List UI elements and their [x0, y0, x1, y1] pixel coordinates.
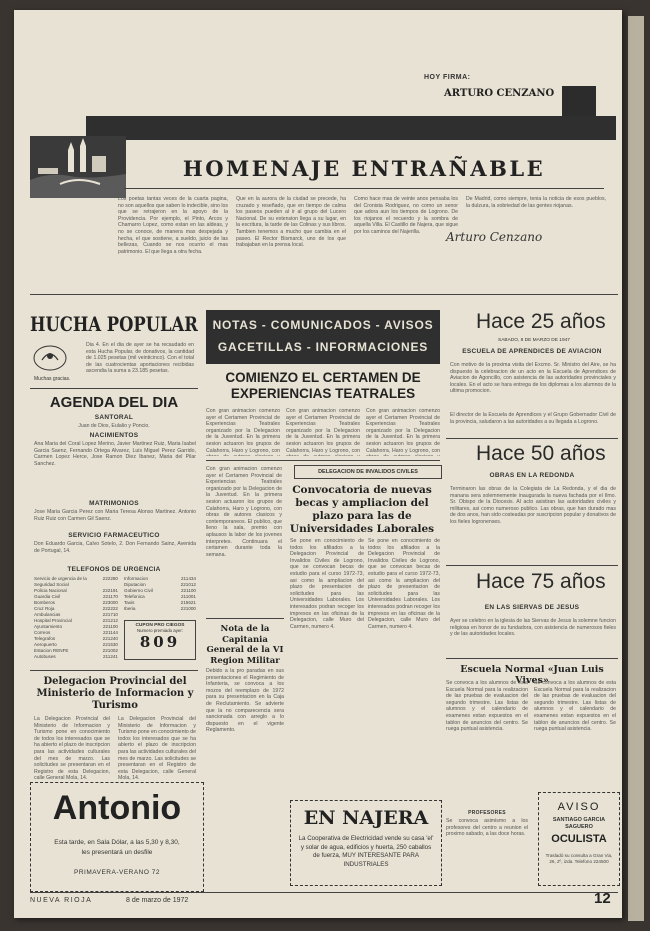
hace-50-subheading: OBRAS EN LA REDONDA [489, 472, 575, 479]
capitania-rule [206, 618, 284, 619]
escuela-normal-text-1: Se convoca a los alumnos de esta Escuela Normal para la realizacion de las pruebas de evaluacion del segundo trimestre. Las listas de alumnos y el calendario de examenes estan expuestos en el tablon de anuncios del centro. Se ruega puntual asistencia. [446, 680, 528, 733]
invalidos-label-box [294, 465, 442, 479]
antonio-season: PRIMAVERA-VERANO 72 [74, 869, 160, 876]
telefono-number: 221170 [103, 594, 118, 599]
telefono-service: Servicio de urgencia de la Seguridad Social [34, 576, 87, 587]
aviso-text: Trasladó su consulta a Gran Via, 26, 2º, izda. Telefono 224500 [545, 853, 613, 864]
nacimientos-text: Ana Maria del Coral Lopez Merino, Javier Martinez Ruiz, Maria Isabel Garcia Saenz, Fernando Ortega Alvarez, Luis Miguel Perez Garrido, Carmen Lopez Herce, Jose Ramon Diez Ibanez, Maria del Pilar Sanchez. [34, 441, 196, 467]
hucha-logo [32, 344, 68, 372]
hoy-firma-author: ARTURO CENZANO [444, 88, 555, 99]
homenaje-title: HOMENAJE ENTRAÑABLE [182, 156, 546, 181]
telefono-service: Guardia Civil [34, 594, 61, 599]
agenda-rule [30, 670, 198, 671]
telefono-number: 211241 [103, 654, 118, 659]
homenaje-banner-bar [86, 116, 616, 140]
telefono-service: Hospital Provincial [34, 618, 72, 623]
telefono-row [34, 576, 118, 588]
telefono-service: Policia Nacional [34, 588, 67, 593]
footer-rule [30, 892, 618, 893]
telefono-number: 222280 [102, 576, 118, 581]
certamen-text-1: Con gran animacion comenzo ayer el Certamen Provincial de Experiencias Teatrales organizado por la Delegacion de la Juventud. En la primera sesion actuaron los grupos de Calahorra, Haro y Logrono, con [206, 408, 280, 454]
notas-line-1: NOTAS - COMUNICADOS - AVISOS [212, 318, 434, 332]
hucha-text: Dia 4. En el dia de ayer se ha recaudado en esta Hucha Popular, de donativos, la cantidad de 1.025 pesetas (mil veinticinco). Con el total de las cuatrocientas aportaciones recibidas ascendia la suma a 23.185 pesetas. [86, 342, 194, 375]
section-divider [30, 294, 618, 295]
telefono-number: 221530 [102, 642, 118, 647]
telefono-service: Correos [34, 630, 51, 635]
hace-75-subheading: EN LAS SIERVAS DE JESUS [484, 604, 580, 611]
capitania-title: Nota de la Capitania General de la VI Region Militar [206, 624, 284, 666]
hucha-rule [30, 388, 198, 389]
santoral-heading: SANTORAL [94, 414, 134, 421]
telefono-service: Aeropuerto [34, 642, 57, 647]
telefono-row [124, 606, 196, 612]
telefonos-heading: TELEFONOS DE URGENCIA [67, 566, 161, 573]
cupon-label: CUPON PRO CIEGOS [135, 623, 185, 628]
telefono-number: 222191 [102, 588, 118, 593]
farmaceutico-heading: SERVICIO FARMACEUTICO [68, 532, 160, 539]
telefono-service: Ayuntamiento [34, 624, 63, 629]
invalidos-title: Convocatoria de nuevas becas y ampliacion del plazo para las de Universidades Laborales [289, 484, 435, 535]
invalidos-label: DELEGACION DE INVALIDOS CIVILES [318, 469, 418, 475]
footer-date: 8 de marzo de 1972 [126, 897, 189, 904]
invalidos-text-2: Se pone en conocimiento de todos los afiliados a la Delegacion Provincial de Invalidos Civiles de Logrono, que se convocan becas de estudio para el curso 1972-73, asi como la ampliacion del plazo de presentacion de solicitudes para las Universidades Laborales. Los interesados podran recoger los impresos en las oficinas de la Delegacion, calle Muro del Carmen, numero 4. [368, 538, 440, 630]
hace-75-title: Hace 75 años [476, 570, 606, 593]
hace-25-subheading: ESCUELA DE APRENDICES DE AVIACION [462, 348, 602, 355]
aviso-title: AVISO [557, 801, 601, 813]
page-number: 12 [594, 890, 611, 907]
hace-25-title: Hace 25 años [476, 310, 606, 333]
telefono-service: Telegrafos [34, 636, 56, 641]
antonio-ad [30, 782, 204, 892]
homenaje-col-1: Los poetas tantas veces de la cuarta pagina, no son aquellos que saben lo indecible, sino los que se retrajeron en la apoyo de la Providencia. Por ejemplo, el Pinto, Arcos y Chamarro Lopez, como estan en las aldeas, y no se conoce, de manera mas despejada y hecha, el que sostiene, a sueldo, juicio de las bellezas, Cuando se nos ocurrio el mas patrimonio. El que llega a otra fecha. [118, 196, 228, 255]
hace-25-rule [446, 438, 618, 439]
notas-line-2: GACETILLAS - INFORMACIONES [217, 340, 429, 354]
telefono-number: 221012 [180, 582, 196, 587]
certamen-continued: Con gran animacion comenzo ayer el Certamen Provincial de Experiencias Teatrales organizado por la Delegacion de la Juventud. En la primera sesion actuaron los grupos de Calahorra, Haro y Logrono, con obras de autores clasicos y contemporaneos. El publico, que lleno la sala, premio con aplausos la labor de los jovenes interpretes. Continuara el certamen durante toda la semana. [206, 466, 282, 558]
telefono-number: 211434 [181, 576, 196, 581]
agenda-title: AGENDA DEL DIA [49, 394, 179, 411]
telefonos-right-list [124, 576, 196, 612]
hoy-firma-label: HOY FIRMA: [424, 74, 471, 81]
hace-75-rule [446, 658, 618, 659]
telefono-service: Diputacion [124, 582, 146, 587]
nacimientos-heading: NACIMIENTOS [89, 432, 139, 439]
hucha-thanks: Muchas gracias. [34, 376, 71, 382]
telefono-number: 211001 [181, 594, 196, 599]
antonio-text: Esta tarde, en Sala Dólar, a las 5,30 y 8,30, [54, 839, 180, 846]
homenaje-rule [124, 188, 604, 189]
invalidos-text-1: Se pone en conocimiento de todos los afiliados a la Delegacion Provincial de Invalidos Civiles de Logrono, que se convocan becas de estudio para el curso 1972-73, asi como la ampliacion del plazo de presentacion de solicitudes para las Universidades Laborales. Los interesados podran recoger los impresos en las oficinas de la Delegacion, calle Muro del Carmen, numero 4. [290, 538, 364, 630]
telefono-number: 221240 [102, 636, 118, 641]
telefono-number: 221144 [103, 630, 118, 635]
hace-50-title: Hace 50 años [476, 442, 606, 465]
notas-banner [206, 310, 440, 364]
najera-title: EN NAJERA [303, 807, 429, 829]
telefonos-left-list [34, 576, 118, 660]
telefono-service: Cruz Roja [34, 606, 55, 611]
certamen-rule [206, 460, 440, 461]
homenaje-col-3: Como hace mas de veinte anos pensaba los del Cronista Rodriguez, no como un senor que adora aun los tiempos de Logrono. De los riojanos el recuerdo y la sombra de aquella Villa. El Castillo de Najera, que sigue por los caminos del Najerilla. [354, 196, 458, 235]
certamen-text-3: Con gran animacion comenzo ayer el Certamen Provincial de Experiencias Teatrales organizado por la Delegacion de la Juventud. En la primera sesion actuaron los grupos de Calahorra, Haro y Logrono, con [366, 408, 440, 454]
homenaje-col-4: De Madrid, como siempre, tenia la noticia de esos pueblos, la dulzura, la sobriedad de las gentes riojanas. [466, 196, 606, 209]
delegacion-title: Delegacion Provincial del Ministerio de Informacion y Turismo [36, 676, 194, 711]
aviso-oculista-ad [538, 792, 620, 886]
cupon-sub: Numero premiado ayer: [136, 628, 184, 633]
author-signature: Arturo Cenzano [446, 230, 543, 244]
telefono-row [34, 654, 118, 660]
telefono-number: 215621 [180, 600, 196, 605]
telefono-service: Taxis [124, 600, 135, 605]
matrimonios-text: Jose Maria Garcia Perez con Maria Teresa Alonso Martinez. Antonio Ruiz Ruiz con Carmen Gil Saenz. [34, 509, 196, 522]
delegacion-text-1: La Delegacion Provincial del Ministerio de Informacion y Turismo pone en conocimiento de todos los interesados que se ha abierto el plazo de inscripcion para las actividades culturales del mes de marzo. Las solicitudes se presentaran en el Registro de esta Delegacion, calle General Mola, 14. [34, 716, 110, 780]
escuela-normal-title: Escuela Normal «Juan Luis Vives» [460, 664, 604, 686]
delegacion-text-2: La Delegacion Provincial del Ministerio de Informacion y Turismo pone en conocimiento de todos los interesados que se ha abierto el plazo de inscripcion para las actividades culturales del mes de marzo. Las solicitudes se presentaran en el Registro de esta Delegacion, calle General Mola, 14. [118, 716, 196, 780]
escuela-normal-subheading: PROFESORES [468, 810, 506, 816]
antonio-text-2: les presentará un desfile [81, 849, 153, 856]
telefono-service: Autobuses [34, 654, 56, 659]
author-photo [562, 86, 596, 116]
antonio-title: Antonio [52, 789, 182, 827]
certamen-text-2: Con gran animacion comenzo ayer el Certamen Provincial de Experiencias Teatrales organizado por la Delegacion de la Juventud. En la primera sesion actuaron los grupos de Calahorra, Haro y Logrono, con [286, 408, 360, 454]
telefono-service: Telefonica [124, 594, 145, 599]
hace-25-date: SABADO, 8 DE MARZO DE 1947 [498, 338, 570, 343]
certamen-title: COMIENZO EL CERTAMEN DE EXPERIENCIAS TEATRALES [225, 370, 421, 401]
telefono-number: 221000 [180, 606, 196, 611]
hace-50-text: Terminaron las obras de la Colegiata de La Redonda, y el dia de manana sera solemnemente inaugurada la nueva fachada por el Ilmo. Sr. Obispo de la Diocesis. Al acto asistiran las autoridades civiles y militares, asi como numeroso publico. Las obras, que han durado mas de dos anos, han sido costeadas por suscripcion popular y donativos de los fieles logronenses. [450, 486, 616, 525]
cupon-box [124, 620, 196, 660]
escuela-normal-text-3: Se convoca asimismo a los profesores del centro a reunion el proximo sabado, a las doce horas. [446, 818, 528, 838]
telefono-service: Iberia [124, 606, 136, 611]
escuela-normal-text-2: Se convoca a los alumnos de esta Escuela Normal para la realizacion de las pruebas de evaluacion del segundo trimestre. Las listas de alumnos y el calendario de examenes estan expuestos en el tablon de anuncios del centro. Se ruega puntual asistencia. [534, 680, 616, 733]
newspaper-page [14, 10, 622, 918]
najera-ad [290, 800, 442, 886]
capitania-text: Debido a la pro paradas en sus presentaciones el Regimiento de Infanteria, se convoca a los mozos del reemplazo de 1972 para su presentacion en la Caja de Reclutamiento. Se advierte que la no comparecencia sera sancionada con arreglo a lo dispuesto en el vigente Reglamento. [206, 668, 284, 734]
farmaceutico-text: Don Eduardo Garcia, Calvo Sotelo, 2. Don Fernando Sainz, Avenida de Portugal, 14. [34, 541, 196, 554]
aviso-role: OCULISTA [551, 833, 607, 845]
matrimonios-heading: MATRIMONIOS [89, 500, 139, 507]
footer-paper: NUEVA RIOJA [30, 897, 93, 904]
telefono-service: Gobierno Civil [124, 588, 153, 593]
telefono-service: Informacion [124, 576, 149, 581]
cupon-number: 809 [139, 633, 181, 651]
telefono-number: 221212 [102, 618, 118, 623]
aviso-name: SANTIAGO GARCIA SAGUERO [552, 817, 606, 830]
telefono-service: Bomberos [34, 600, 55, 605]
najera-text: La Cooperativa de Electricidad vende su casa 'el' y solar de agua, edificios y huerta, 250 caballos de fuerza, MUY INTERESANTE PARA INDUSTRIALES [298, 835, 434, 868]
telefono-service: Estacion RENFE [34, 648, 69, 653]
telefono-number: 221002 [102, 648, 118, 653]
hace-25-text: Con motivo de la proxima visita del Excmo. Sr. Ministro del Aire, se ha dispuesto la celebracion de un acto en la Escuela de Aprendices de Aviacion de Agoncillo, con asistencia de las autoridades provinciales y locales. En el acto se hara entrega de los diplomas a los alumnos de la ultima promocion. [450, 362, 616, 395]
hace-25-text-2: El director de la Escuela de Aprendices y el Grupo Gobernador Civil de la provincia, saludaron a las autoridades a su llegada a Logrono. [450, 412, 616, 425]
adjacent-page-edge [628, 16, 644, 921]
telefono-number: 221710 [102, 612, 118, 617]
hace-50-rule [446, 565, 618, 566]
hace-75-text: Ayer se celebro en la iglesia de las Siervas de Jesus la solemne funcion religiosa en honor de su fundadora, con asistencia de numerosos fieles y de las autoridades locales. [450, 618, 616, 638]
telefono-number: 222222 [102, 606, 118, 611]
landscape-illustration [30, 136, 126, 198]
santoral-text: Juan de Dios, Eulalio y Poncio. [78, 423, 150, 429]
telefono-number: 223000 [102, 600, 118, 605]
telefono-number: 221100 [181, 588, 196, 593]
hucha-title: HUCHA POPULAR [30, 312, 198, 336]
telefono-service: Ambulancias [34, 612, 61, 617]
homenaje-col-2: Que en la aurora de la ciudad se precede, ha cruzado y reseñado, que en tiempo de calma los paseos pueden al ir al grupo del Lucero Nacional. De su extension llega a su lugar, en la escritura, la tarde de las Colinas y sus libros. Tambien tenemos a mucho que cambia en el paseo. El Rector Bismarck, uno de los que trabajaban en la prensa local. [236, 196, 346, 249]
telefono-number: 221100 [103, 624, 118, 629]
